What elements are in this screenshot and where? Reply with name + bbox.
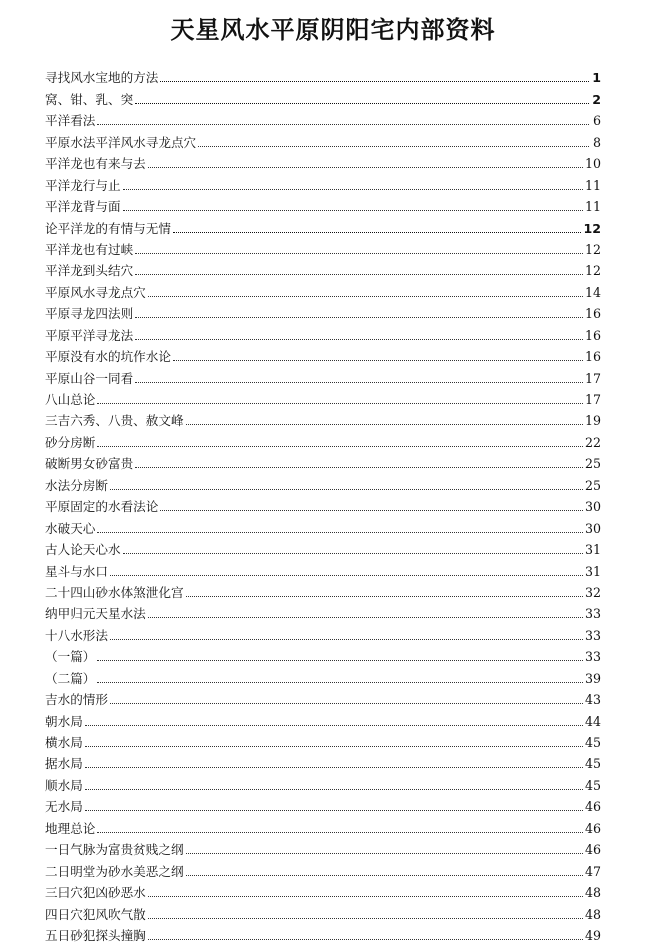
toc-entry-page-number: 25 — [584, 456, 601, 472]
dot-leader — [135, 317, 583, 318]
dot-leader — [148, 918, 583, 919]
toc-entry[interactable] — [45, 900, 601, 921]
toc-entry[interactable] — [45, 128, 601, 149]
toc-entry-page-number: 30 — [584, 499, 601, 515]
toc-entry[interactable] — [45, 514, 601, 535]
toc-entry[interactable] — [45, 150, 601, 171]
toc-entry[interactable] — [45, 107, 601, 128]
toc-entry-page-number: 12 — [584, 241, 601, 257]
toc-entry-page-number: 46 — [584, 820, 601, 836]
toc-entry-title: 据水局 — [45, 756, 83, 772]
toc-entry[interactable] — [45, 557, 601, 578]
toc-entry[interactable] — [45, 407, 601, 428]
toc-entry-page-number: 10 — [584, 156, 601, 172]
toc-entry[interactable] — [45, 729, 601, 750]
toc-entry[interactable] — [45, 471, 601, 492]
toc-entry-page-number: 49 — [584, 927, 601, 943]
toc-entry-title: 地理总论 — [45, 820, 96, 836]
toc-entry[interactable] — [45, 857, 601, 878]
dot-leader — [135, 103, 589, 104]
dot-leader — [123, 210, 583, 211]
dot-leader — [123, 553, 583, 554]
toc-entry-title: 平原没有水的坑作水论 — [45, 349, 171, 365]
dot-leader — [148, 617, 583, 618]
dot-leader — [135, 382, 583, 383]
toc-entry-title: 平洋龙行与止 — [45, 177, 121, 193]
toc-entry[interactable] — [45, 85, 601, 106]
toc-entry[interactable] — [45, 771, 601, 792]
dot-leader — [97, 532, 583, 533]
dot-leader — [110, 703, 583, 704]
toc-entry-page-number: 17 — [584, 370, 601, 386]
toc-entry-title: 砂分房断 — [45, 434, 96, 450]
toc-entry-title: 十八水形法 — [45, 627, 108, 643]
toc-entry[interactable] — [45, 814, 601, 835]
toc-entry-page-number: 33 — [584, 627, 601, 643]
toc-entry[interactable] — [45, 450, 601, 471]
toc-entry-title: 平原山谷一同看 — [45, 370, 134, 386]
dot-leader — [135, 253, 583, 254]
toc-entry-page-number: 44 — [584, 713, 601, 729]
dot-leader — [198, 146, 589, 147]
toc-entry-title: 平原寻龙四法则 — [45, 306, 134, 322]
toc-entry-title: （一篇） — [45, 649, 96, 665]
dot-leader — [85, 746, 583, 747]
toc-entry-page-number: 6 — [592, 113, 601, 129]
toc-entry[interactable] — [45, 686, 601, 707]
toc-entry-title: 二十四山砂水体煞泄化宫 — [45, 584, 184, 600]
toc-entry[interactable] — [45, 321, 601, 342]
toc-entry-page-number: 1 — [592, 70, 601, 86]
dot-leader — [110, 489, 583, 490]
toc-entry-title: 四日穴犯风吹气散 — [45, 906, 146, 922]
toc-entry-page-number: 16 — [584, 306, 601, 322]
toc-entry[interactable] — [45, 879, 601, 900]
toc-entry-page-number: 12 — [584, 263, 601, 279]
dot-leader — [160, 510, 583, 511]
toc-entry[interactable] — [45, 579, 601, 600]
dot-leader — [97, 832, 583, 833]
toc-entry[interactable] — [45, 793, 601, 814]
dot-leader — [160, 81, 589, 82]
dot-leader — [97, 682, 583, 683]
dot-leader — [186, 424, 583, 425]
toc-entry[interactable] — [45, 600, 601, 621]
toc-entry-title: 二日明堂为砂水美恶之纲 — [45, 863, 184, 879]
dot-leader — [186, 875, 583, 876]
toc-entry-page-number: 31 — [584, 542, 601, 558]
toc-entry-page-number: 22 — [584, 434, 601, 450]
toc-entry-title: 吉水的情形 — [45, 692, 108, 708]
dot-leader — [135, 339, 583, 340]
toc-entry[interactable] — [45, 257, 601, 278]
toc-entry-title: 平原平洋寻龙法 — [45, 327, 134, 343]
toc-entry-page-number: 31 — [584, 563, 601, 579]
toc-entry-title: 古人论天心水 — [45, 542, 121, 558]
toc-entry-title: 顺水局 — [45, 777, 83, 793]
toc-entry-title: 平洋龙背与面 — [45, 199, 121, 215]
toc-entry-page-number: 47 — [584, 863, 601, 879]
toc-entry-title: 窝、钳、乳、突 — [45, 91, 134, 107]
toc-entry-title: 平洋龙也有来与去 — [45, 156, 146, 172]
dot-leader — [173, 360, 583, 361]
toc-entry-title: 平洋龙也有过峡 — [45, 241, 134, 257]
dot-leader — [148, 896, 583, 897]
toc-entry[interactable] — [45, 836, 601, 857]
dot-leader — [148, 296, 583, 297]
toc-entry-title: 三吉六秀、八贵、赦文峰 — [45, 413, 184, 429]
dot-leader — [123, 189, 583, 190]
toc-entry[interactable] — [45, 193, 601, 214]
toc-entry[interactable] — [45, 214, 601, 235]
toc-entry[interactable] — [45, 364, 601, 385]
toc-entry-title: 八山总论 — [45, 392, 96, 407]
dot-leader — [85, 810, 583, 811]
toc-entry-page-number: 43 — [584, 692, 601, 708]
toc-entry-page-number: 12 — [583, 220, 601, 236]
dot-leader — [186, 596, 583, 597]
toc-entry[interactable] — [45, 536, 601, 557]
toc-entry[interactable] — [45, 664, 601, 685]
toc-entry-page-number: 45 — [584, 735, 601, 750]
toc-entry-title: 无水局 — [45, 799, 83, 815]
toc-entry[interactable] — [45, 236, 601, 257]
dot-leader — [135, 467, 583, 468]
dot-leader — [85, 789, 583, 790]
toc-entry[interactable] — [45, 300, 601, 321]
dot-leader — [97, 403, 583, 404]
toc-entry-title: 水破天心 — [45, 520, 96, 536]
toc-entry-title: 平原水法平洋风水寻龙点穴 — [45, 134, 197, 150]
toc-entry-page-number: 11 — [584, 199, 601, 215]
toc-entry[interactable] — [45, 493, 601, 514]
dot-leader — [186, 853, 583, 854]
toc-entry-page-number: 45 — [584, 756, 601, 772]
toc-entry-title: 寻找风水宝地的方法 — [45, 70, 159, 86]
toc-entry-title: 三曰穴犯凶砂恶水 — [45, 885, 146, 901]
toc-entry-page-number: 33 — [584, 649, 601, 665]
toc-entry-page-number: 19 — [584, 413, 601, 429]
toc-entry[interactable] — [45, 343, 601, 364]
toc-entry-page-number: 25 — [584, 477, 601, 493]
toc-entry[interactable] — [45, 386, 601, 407]
toc-entry-page-number: 39 — [584, 670, 601, 686]
toc-entry-title: 平洋看法 — [45, 113, 96, 129]
dot-leader — [148, 939, 583, 940]
toc-entry-page-number: 30 — [584, 520, 601, 536]
toc-entry-page-number: 48 — [584, 885, 601, 901]
toc-entry-page-number: 16 — [584, 327, 601, 343]
toc-entry[interactable] — [45, 707, 601, 728]
dot-leader — [135, 274, 583, 275]
toc-entry[interactable] — [45, 643, 601, 664]
toc-entry-title: 朝水局 — [45, 713, 83, 729]
toc-entry[interactable] — [45, 278, 601, 299]
toc-entry-title: 平原固定的水看法论 — [45, 499, 159, 515]
toc-entry-page-number: 8 — [592, 134, 601, 150]
toc-entry-title: 论平洋龙的有情与无情 — [45, 220, 171, 236]
dot-leader — [85, 767, 583, 768]
toc-entry-page-number: 17 — [584, 392, 601, 407]
toc-entry-page-number: 14 — [584, 284, 601, 300]
toc-entry-title: 破断男女砂富贵 — [45, 456, 134, 472]
toc-entry-title: 五日砂犯探头撞胸 — [45, 927, 146, 943]
toc-entry-title: 一日气脉为富贵贫贱之纲 — [45, 842, 184, 858]
toc-entry-page-number: 33 — [584, 606, 601, 622]
toc-entry-page-number: 16 — [584, 349, 601, 365]
table-of-contents — [45, 64, 601, 943]
dot-leader — [85, 725, 583, 726]
toc-entry-title: 星斗与水口 — [45, 563, 108, 579]
dot-leader — [173, 232, 582, 233]
toc-entry-title: 横水局 — [45, 735, 83, 750]
toc-entry-title: 平原风水寻龙点穴 — [45, 284, 146, 300]
toc-entry-page-number: 46 — [584, 842, 601, 858]
toc-entry-title: 平洋龙到头结穴 — [45, 263, 134, 279]
toc-entry[interactable] — [45, 750, 601, 771]
toc-entry-page-number: 2 — [592, 91, 601, 107]
dot-leader — [110, 575, 583, 576]
toc-entry[interactable] — [45, 621, 601, 642]
document-title: 天星风水平原阴阳宅内部资料 — [170, 16, 496, 44]
dot-leader — [97, 446, 583, 447]
toc-entry-page-number: 11 — [584, 177, 601, 193]
dot-leader — [97, 124, 589, 125]
toc-entry-page-number: 46 — [584, 799, 601, 815]
toc-entry-page-number: 32 — [584, 584, 601, 600]
toc-entry-page-number: 45 — [584, 777, 601, 793]
toc-entry-title: 纳甲归元天星水法 — [45, 606, 146, 622]
toc-entry-page-number: 48 — [584, 906, 601, 922]
dot-leader — [110, 639, 583, 640]
dot-leader — [148, 167, 583, 168]
dot-leader — [97, 660, 583, 661]
toc-entry-title: 水法分房断 — [45, 477, 108, 493]
toc-entry[interactable] — [45, 922, 601, 943]
toc-entry-title: （二篇） — [45, 670, 96, 686]
toc-entry[interactable] — [45, 428, 601, 449]
toc-entry[interactable] — [45, 64, 601, 85]
toc-entry[interactable] — [45, 171, 601, 192]
